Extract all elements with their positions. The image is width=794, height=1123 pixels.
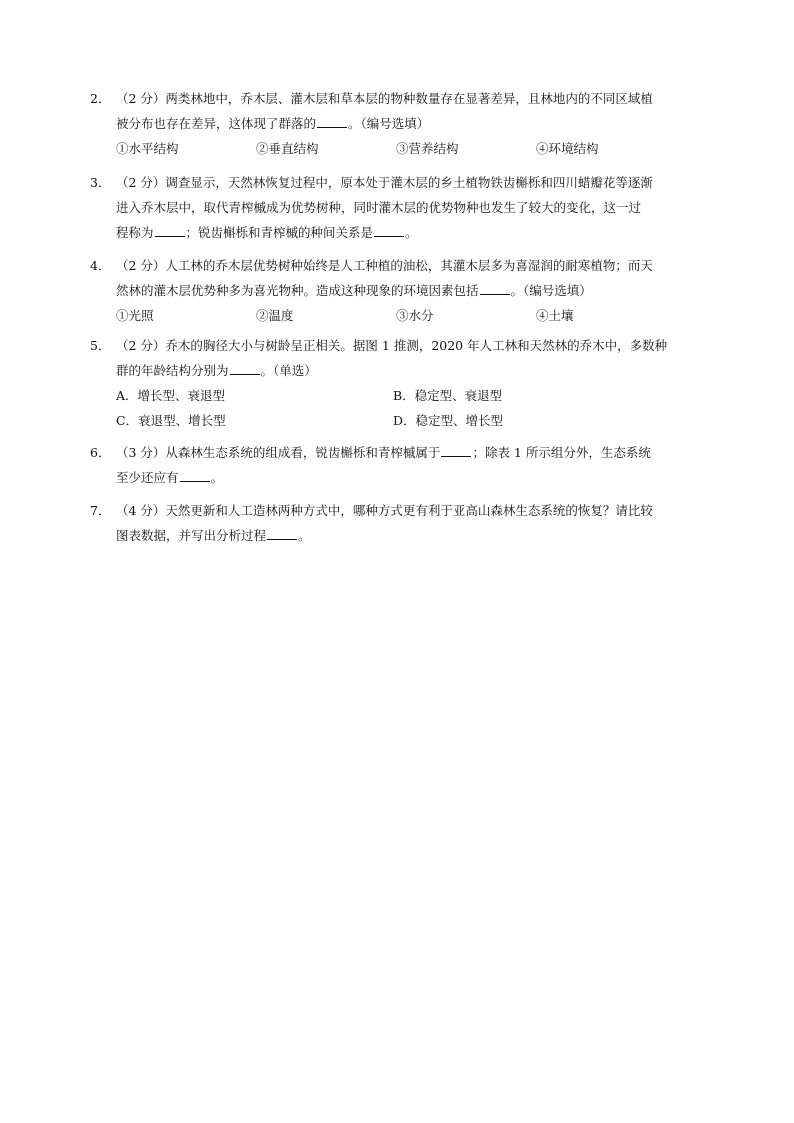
question-text	[116, 170, 712, 245]
text-segment: 群的年龄结构分别为	[116, 363, 229, 378]
question-number: 2．	[90, 91, 111, 106]
question-number: 5．	[90, 338, 111, 353]
options-row	[116, 136, 712, 161]
text-segment: 。	[210, 470, 224, 485]
question-text	[116, 440, 712, 490]
text-segment: 。	[405, 225, 418, 240]
text-segment: ；锐齿槲栎和青榨槭的种间关系是	[185, 225, 374, 240]
question-2	[90, 86, 712, 161]
question-number: 3．	[90, 175, 111, 190]
question-line: （2 分）两类林地中，乔木层、灌木层和草本层的物种数量存在显著差异，且林地内的不同区域植	[116, 91, 653, 106]
answer-blank[interactable]	[180, 467, 210, 482]
text-segment: 至少还应有	[116, 470, 179, 485]
option-4[interactable]: ④环境结构	[536, 141, 599, 156]
answer-blank[interactable]	[480, 280, 510, 295]
text-segment: 图表数据，并写出分析过程	[116, 528, 267, 543]
text-segment: （3 分）从森林生态系统的组成看，锐齿槲栎和青榨槭属于	[116, 445, 441, 460]
question-text	[116, 333, 712, 383]
answer-blank[interactable]	[267, 525, 297, 540]
question-line	[116, 523, 712, 548]
question-3	[90, 170, 712, 245]
question-text	[116, 498, 712, 548]
question-line	[116, 220, 712, 245]
text-segment: 。	[298, 528, 311, 543]
question-text	[116, 86, 712, 136]
answer-blank[interactable]	[374, 222, 404, 237]
text-segment: 程称为	[116, 225, 154, 240]
question-line	[116, 278, 712, 303]
question-line: 进入乔木层中，取代青榨槭成为优势树种，同时灌木层的优势物种也发生了较大的变化，这一过	[116, 200, 642, 215]
question-line: （2 分）调查显示，天然林恢复过程中，原本处于灌木层的乡土植物铁齿槲栎和四川蜡瓣花等逐渐	[116, 175, 653, 190]
option-d[interactable]: D．稳定型、增长型	[393, 413, 504, 428]
question-7	[90, 498, 712, 548]
question-line: （2 分）乔木的胸径大小与树龄呈正相关。据图 1 推测，2020 年人工林和天然林的乔木中，多数种	[116, 338, 668, 353]
options-row	[116, 408, 712, 433]
text-segment: 被分布也存在差异，这体现了群落的	[116, 116, 317, 131]
question-number: 4．	[90, 258, 111, 273]
option-3[interactable]: ③营养结构	[396, 141, 459, 156]
answer-blank[interactable]	[441, 442, 471, 457]
option-a[interactable]: A．增长型、衰退型	[116, 388, 226, 403]
text-segment: ；除表 1 所示组分外，生态系统	[472, 445, 651, 460]
text-segment: 然林的灌木层优势种多为喜光物种。造成这种现象的环境因素包括	[116, 283, 479, 298]
question-line	[116, 111, 712, 136]
question-number: 7．	[90, 503, 111, 518]
question-line	[116, 440, 712, 465]
question-4	[90, 253, 712, 328]
text-segment: 。（编号选填）	[510, 283, 592, 298]
text-segment: 。（单选）	[260, 363, 317, 378]
option-b[interactable]: B．稳定型、衰退型	[393, 388, 503, 403]
option-3[interactable]: ③水分	[396, 308, 434, 323]
text-segment: 。（编号选填）	[348, 116, 430, 131]
options-row	[116, 383, 712, 408]
question-6	[90, 440, 712, 490]
question-line	[116, 465, 712, 490]
option-1[interactable]: ①光照	[116, 308, 154, 323]
question-line	[116, 358, 712, 383]
option-2[interactable]: ②温度	[256, 308, 294, 323]
option-1[interactable]: ①水平结构	[116, 141, 179, 156]
option-2[interactable]: ②垂直结构	[256, 141, 319, 156]
answer-blank[interactable]	[155, 222, 185, 237]
question-line: （2 分）人工林的乔木层优势树种始终是人工种植的油松，其灌木层多为喜湿润的耐寒植物；而天	[116, 258, 653, 273]
question-line: （4 分）天然更新和人工造林两种方式中，哪种方式更有利于亚高山森林生态系统的恢复？请比较	[116, 503, 653, 518]
options-row	[116, 303, 712, 328]
answer-blank[interactable]	[317, 113, 347, 128]
option-c[interactable]: C．衰退型、增长型	[116, 413, 226, 428]
question-5	[90, 333, 712, 433]
option-4[interactable]: ④土壤	[536, 308, 574, 323]
answer-blank[interactable]	[230, 360, 260, 375]
question-text	[116, 253, 712, 303]
question-number: 6．	[90, 445, 111, 460]
